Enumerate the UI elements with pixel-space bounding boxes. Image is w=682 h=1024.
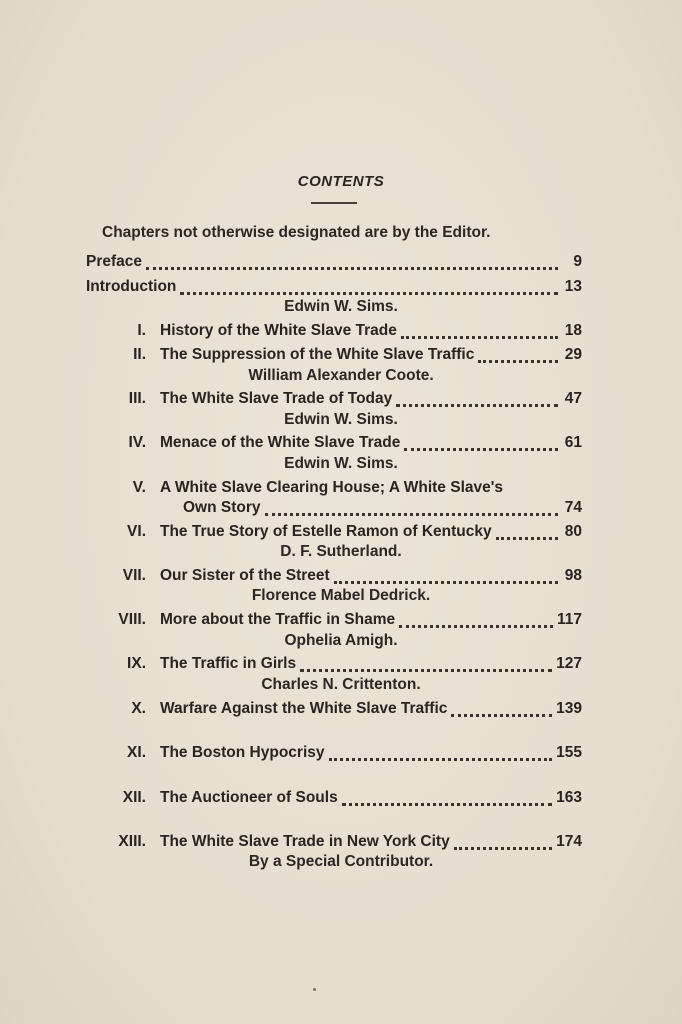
toc-entry-12 (86, 789, 582, 811)
leader-dots (265, 513, 558, 516)
entry-author: Charles N. Crittenton. (261, 676, 421, 693)
chapter-number: VI. (127, 523, 146, 540)
entry-author: William Alexander Coote. (248, 367, 434, 384)
toc-entry-4 (86, 434, 582, 456)
toc-entry-11 (86, 744, 582, 766)
toc-entry-8 (86, 611, 582, 633)
chapter-number: XIII. (118, 833, 146, 850)
entry-title: The White Slave Trade in New York City (160, 833, 450, 850)
chapter-number: X. (131, 700, 146, 717)
chapter-number: I. (137, 322, 146, 339)
chapter-number: VII. (122, 567, 146, 584)
leader-dots (334, 581, 558, 584)
entry-author: Florence Mabel Dedrick. (251, 587, 431, 604)
leader-dots (146, 267, 558, 270)
entry-author: Ophelia Amigh. (284, 632, 398, 649)
chapter-number: V. (132, 479, 146, 496)
leader-dots (496, 537, 558, 540)
toc-entry-preface (86, 253, 582, 275)
entry-page: 80 (564, 523, 582, 540)
leader-dots (478, 360, 558, 363)
toc-entry-5 (86, 479, 582, 501)
entry-page: 127 (556, 655, 582, 672)
toc-entry-7 (86, 567, 582, 589)
chapter-number: II. (133, 346, 146, 363)
toc-entry-5-continued (183, 499, 582, 521)
leader-dots (404, 448, 558, 451)
entry-page: 47 (564, 390, 582, 407)
chapter-number: IV. (128, 434, 146, 451)
entry-page: 74 (564, 499, 582, 516)
entry-author: Edwin W. Sims. (284, 298, 398, 315)
entry-page: 98 (564, 567, 582, 584)
entry-title: History of the White Slave Trade (160, 322, 397, 339)
title-rule (311, 202, 357, 204)
chapter-number: XII. (122, 789, 146, 806)
entry-page: 18 (564, 322, 582, 339)
toc-entry-2 (86, 346, 582, 368)
editor-note: Chapters not otherwise designated are by the Editor. (102, 224, 491, 241)
entry-title: A White Slave Clearing House; A White Slave's (160, 479, 504, 496)
leader-dots (399, 625, 553, 628)
entry-title: The White Slave Trade of Today (160, 390, 393, 407)
entry-title: The Suppression of the White Slave Traffic (160, 346, 475, 363)
page-title: CONTENTS (297, 173, 385, 190)
entry-page: 174 (556, 833, 582, 850)
leader-dots (454, 847, 552, 850)
leader-dots (401, 336, 558, 339)
entry-page: 29 (564, 346, 582, 363)
entry-page: 163 (556, 789, 582, 806)
toc-entry-10 (86, 700, 582, 722)
toc-entry-1 (86, 322, 582, 344)
entry-author: By a Special Contributor. (248, 853, 434, 870)
entry-title: The Boston Hypocrisy (160, 744, 325, 761)
entry-page: 9 (573, 253, 582, 270)
entry-title: Preface (86, 253, 143, 270)
entry-title: Our Sister of the Street (160, 567, 330, 584)
entry-title: The True Story of Estelle Ramon of Kentucky (160, 523, 492, 540)
leader-dots (300, 669, 552, 672)
leader-dots (180, 292, 558, 295)
toc-entry-9 (86, 655, 582, 677)
entry-title: Menace of the White Slave Trade (160, 434, 401, 451)
toc-entry-3 (86, 390, 582, 412)
toc-entry-13 (86, 833, 582, 855)
entry-title: Warfare Against the White Slave Traffic (160, 700, 448, 717)
entry-author: Edwin W. Sims. (284, 455, 398, 472)
entry-author: Edwin W. Sims. (284, 411, 398, 428)
leader-dots (329, 758, 553, 761)
leader-dots (451, 714, 552, 717)
leader-dots (342, 803, 552, 806)
entry-page: 139 (556, 700, 582, 717)
entry-page: 117 (556, 611, 582, 628)
toc-entry-6 (86, 523, 582, 545)
entry-title: Introduction (86, 278, 177, 295)
toc-entry-introduction (86, 278, 582, 300)
chapter-number: IX. (127, 655, 146, 672)
chapter-number: XI. (127, 744, 146, 761)
chapter-number: VIII. (118, 611, 146, 628)
leader-dots (396, 404, 558, 407)
entry-page: 155 (556, 744, 582, 761)
entry-author: D. F. Sutherland. (280, 543, 402, 560)
entry-title-continued: Own Story (183, 499, 261, 516)
chapter-number: III. (128, 390, 146, 407)
paper-speck (313, 988, 316, 991)
entry-page: 61 (564, 434, 582, 451)
entry-page: 13 (564, 278, 582, 295)
entry-title: More about the Traffic in Shame (160, 611, 396, 628)
entry-title: The Auctioneer of Souls (160, 789, 338, 806)
entry-title: The Traffic in Girls (160, 655, 297, 672)
